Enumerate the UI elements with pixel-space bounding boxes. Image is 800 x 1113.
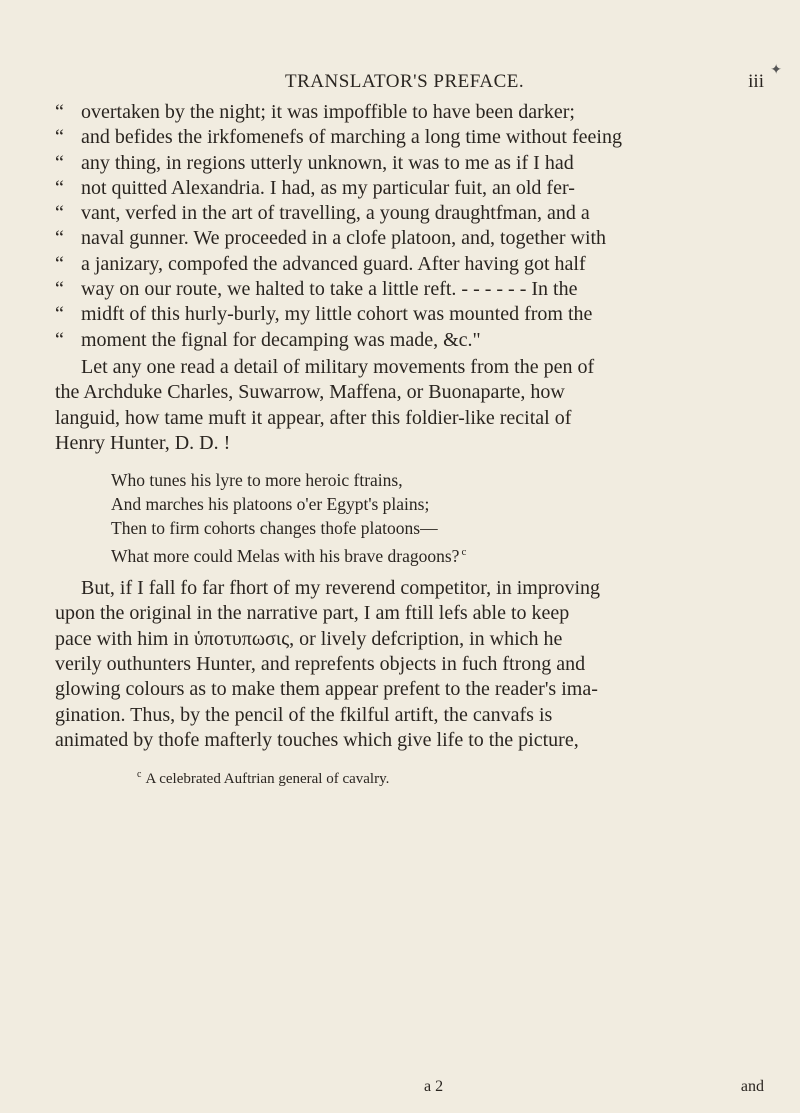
quote-line: “ a janizary, compofed the advanced guard. After having got half (55, 252, 770, 277)
verse-line: Who tunes his lyre to more heroic ftrains, (111, 470, 403, 491)
quote-line: “ naval gunner. We proceeded in a clofe platoon, and, together with (55, 226, 770, 251)
page-body (55, 100, 770, 787)
page-header (0, 71, 800, 101)
quote-line: “ not quitted Alexandria. I had, as my particular fuit, an old fer- (55, 176, 770, 201)
quote-line: “ way on our route, we halted to take a little reft. - - - - - - In the (55, 277, 770, 302)
quote-line: “ vant, verfed in the art of travelling, a young draughtfman, and a (55, 201, 770, 226)
quote-line: “ moment the fignal for decamping was made, &c." (55, 328, 770, 353)
quotation-block (55, 100, 770, 353)
paragraph-line: Henry Hunter, D. D. ! (55, 431, 231, 454)
quote-line: “ and befides the irkfomenefs of marching a long time without feeing (55, 125, 770, 150)
paragraph (55, 576, 770, 753)
paragraph-line: languid, how tame muft it appear, after this foldier-like recital of (55, 406, 572, 429)
catchword: and (740, 1078, 764, 1095)
verse-line: Then to firm cohorts changes thofe platoons— (111, 518, 438, 539)
verse-line: What more could Melas with his brave dragoons? $^c$ (111, 545, 467, 566)
paragraph-line: upon the original in the narrative part, I am ftill lefs able to keep (55, 602, 570, 625)
page-footer (0, 1078, 800, 1102)
quote-line: “ overtaken by the night; it was impoffible to have been darker; (55, 100, 770, 125)
paragraph-line: Let any one read a detail of military movements from the pen of (81, 355, 595, 378)
quote-line: “ midft of this hurly-burly, my little cohort was mounted from the (55, 302, 770, 327)
corner-ornament: ✦ (770, 63, 782, 78)
paragraph (55, 355, 770, 456)
page-number: iii (748, 71, 764, 92)
paragraph-line: gination. Thus, by the pencil of the fkilful artift, the canvafs is (55, 703, 553, 726)
paragraph-line: But, if I fall fo far fhort of my reverend competitor, in improving (81, 577, 601, 600)
verse-block (111, 468, 770, 564)
footnote: $^c$ A celebrated Auftrian general of cavalry. (137, 769, 390, 788)
paragraph-line: the Archduke Charles, Suwarrow, Maffena, or Buonaparte, how (55, 381, 565, 404)
paragraph-line: verily outhunters Hunter, and reprefents objects in fuch ftrong and (55, 653, 586, 676)
paragraph-line: glowing colours as to make them appear prefent to the reader's ima- (55, 678, 598, 701)
quote-line: “ any thing, in regions utterly unknown, it was to me as if I had (55, 151, 770, 176)
signature-mark: a 2 (424, 1078, 444, 1095)
footnote-marker: c (461, 546, 467, 559)
paragraph-line: animated by thofe mafterly touches which give life to the picture, (55, 728, 579, 751)
verse-line: And marches his platoons o'er Egypt's plains; (111, 494, 430, 515)
running-title: TRANSLATOR'S PREFACE. (285, 71, 525, 92)
paragraph-line: pace with him in ὑποτυπωσις, or lively defcription, in which he (55, 627, 563, 650)
